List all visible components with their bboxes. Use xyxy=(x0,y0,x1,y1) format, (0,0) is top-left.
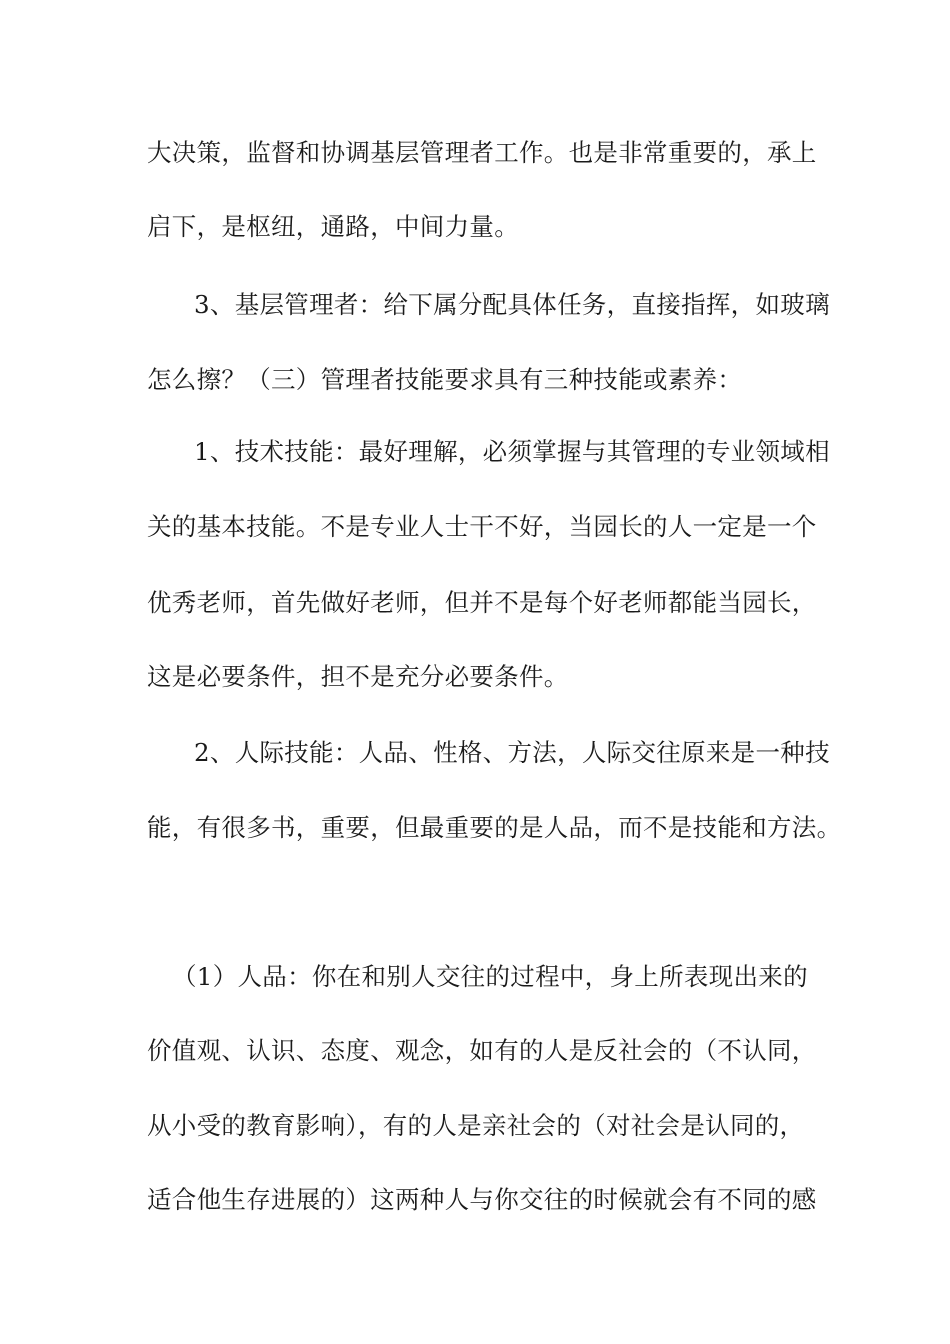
text-line-4: 怎么擦？（三）管理者技能要求具有三种技能或素养： xyxy=(147,365,743,394)
text-line-11: （1）人品：你在和别人交往的过程中，身上所表现出来的 xyxy=(172,962,808,991)
text-line-9: 2、人际技能：人品、性格、方法，人际交往原来是一种技 xyxy=(194,738,830,767)
text-line-14: 适合他生存进展的）这两种人与你交往的时候就会有不同的感 xyxy=(147,1185,817,1214)
text-line-7: 优秀老师，首先做好老师，但并不是每个好老师都能当园长， xyxy=(147,588,817,617)
text-line-10: 能，有很多书，重要，但最重要的是人品，而不是技能和方法。 xyxy=(147,813,842,842)
text-line-2: 启下，是枢纽，通路，中间力量。 xyxy=(147,212,519,241)
text-line-13: 从小受的教育影响），有的人是亲社会的（对社会是认同的， xyxy=(147,1111,805,1140)
text-line-1: 大决策，监督和协调基层管理者工作。也是非常重要的，承上 xyxy=(147,138,817,167)
text-line-12: 价值观、认识、态度、观念，如有的人是反社会的（不认同， xyxy=(147,1036,817,1065)
text-line-6: 关的基本技能。不是专业人士干不好，当园长的人一定是一个 xyxy=(147,512,817,541)
text-line-8: 这是必要条件，担不是充分必要条件。 xyxy=(147,662,569,691)
text-line-5: 1、技术技能：最好理解，必须掌握与其管理的专业领域相 xyxy=(194,437,830,466)
text-line-3: 3、基层管理者：给下属分配具体任务，直接指挥，如玻璃 xyxy=(194,290,830,319)
